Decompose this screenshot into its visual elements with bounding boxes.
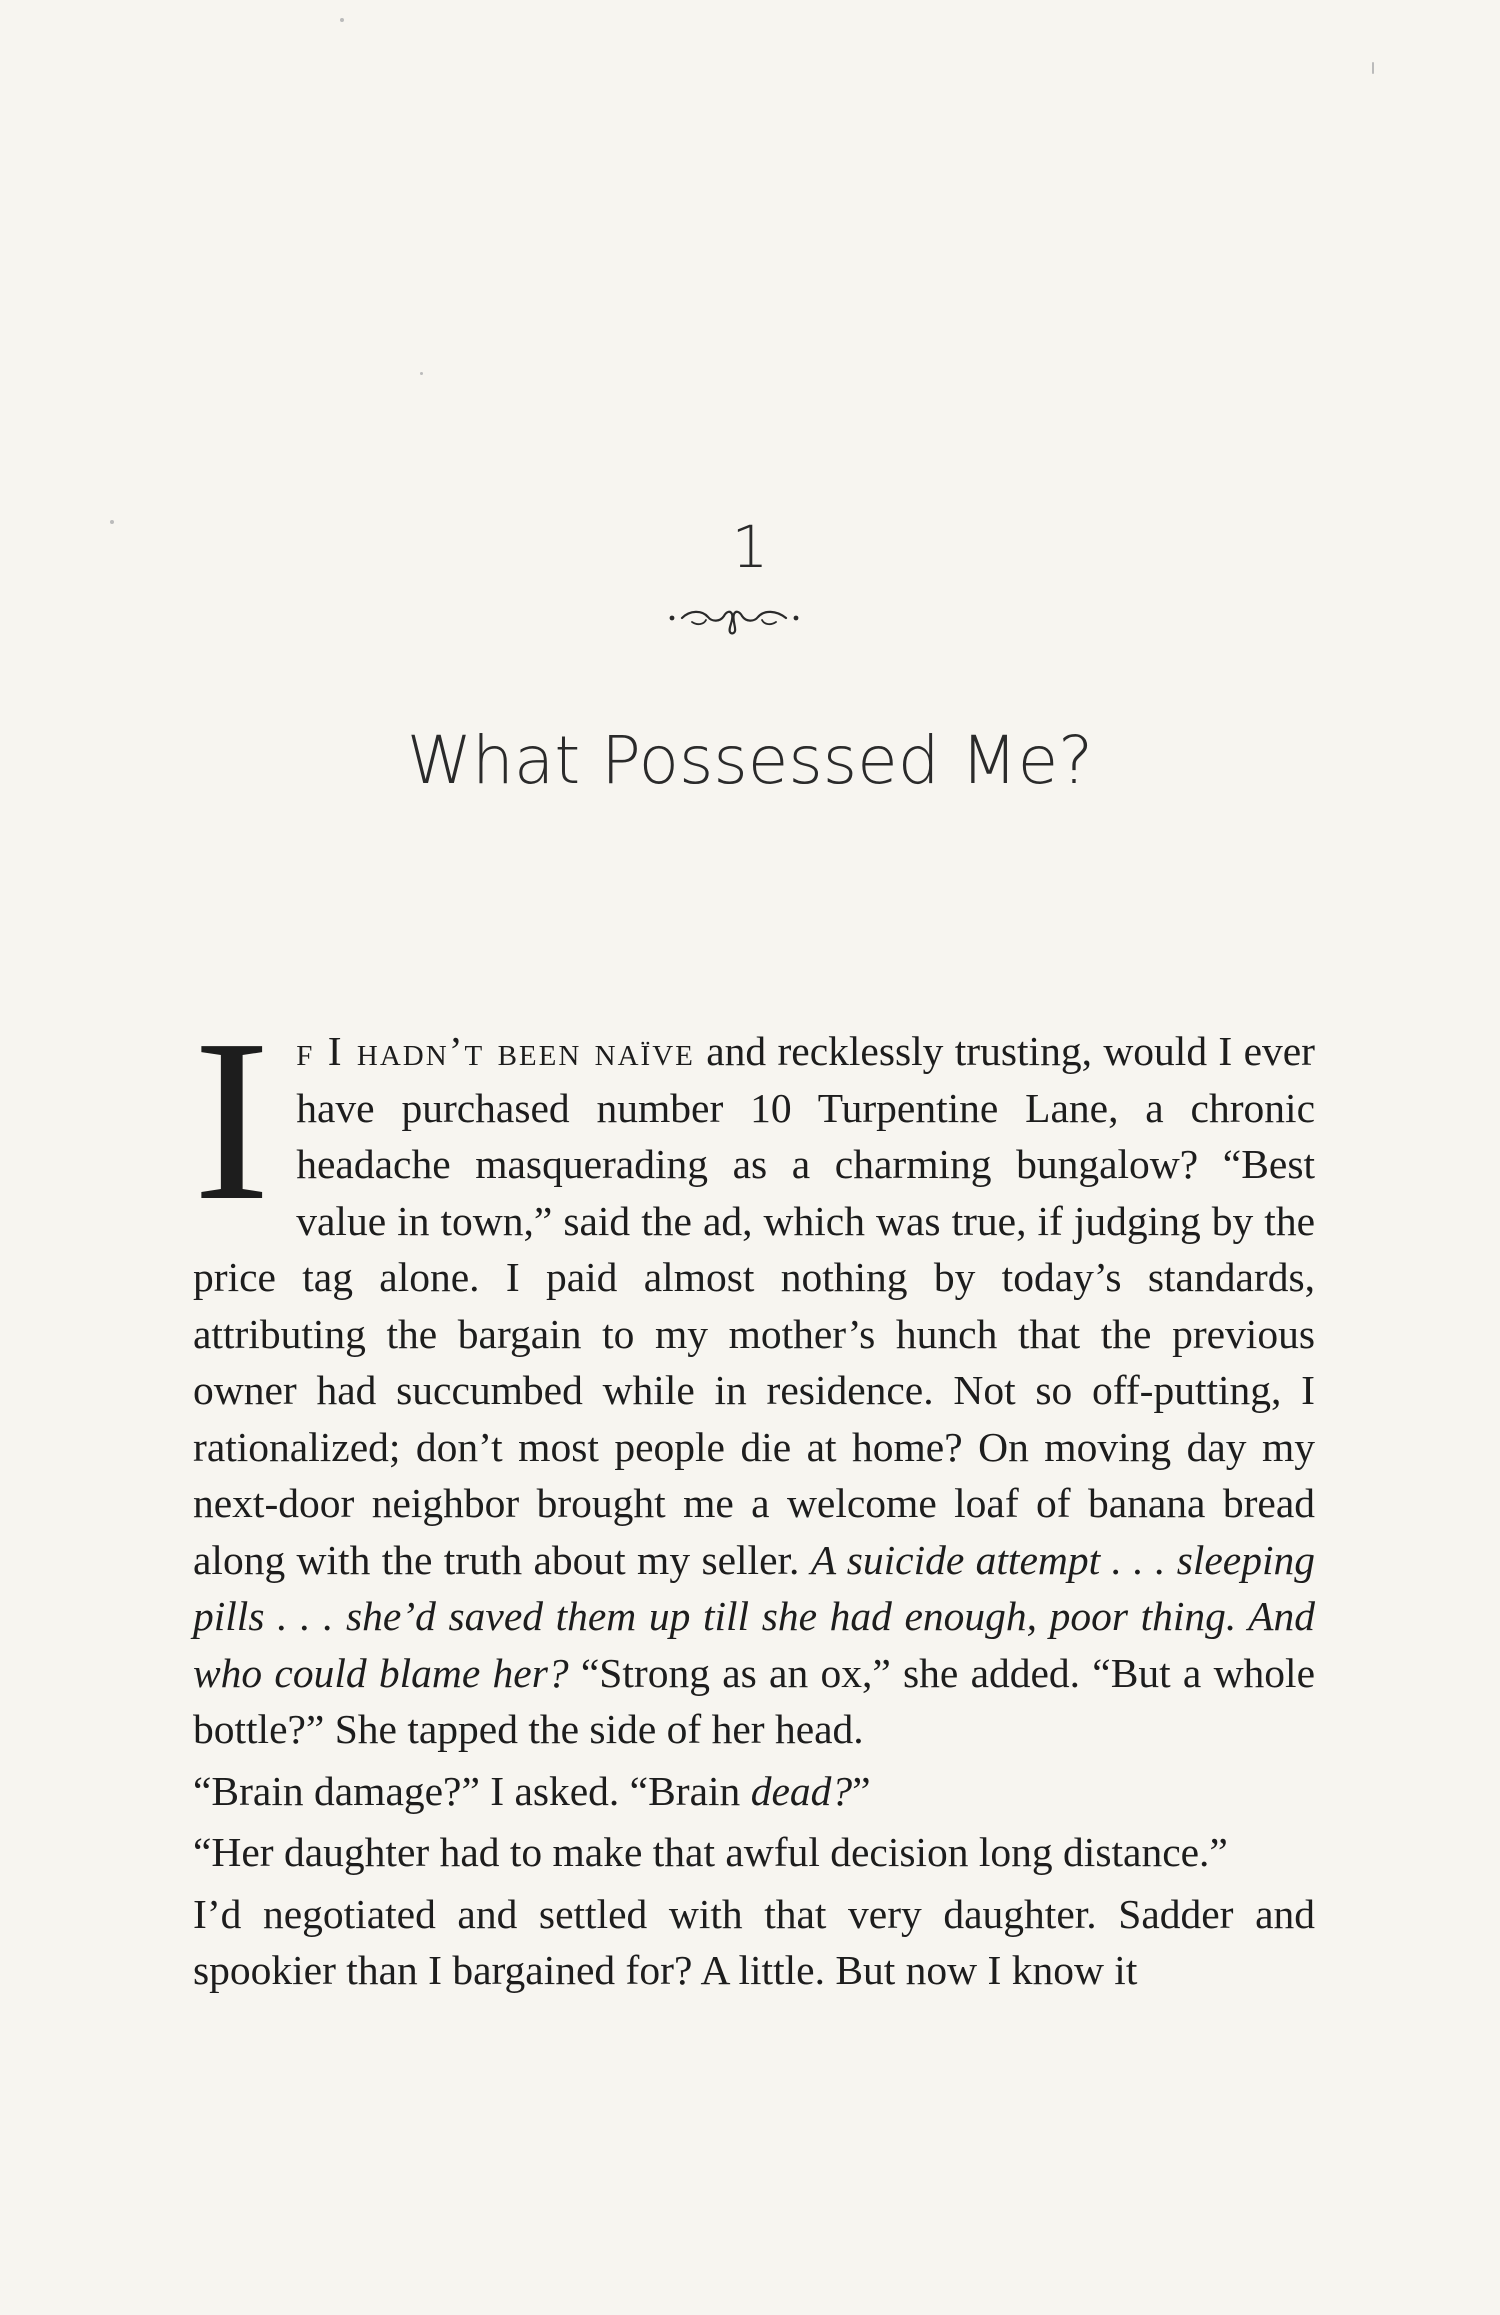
paragraph-1-text-a: and recklessly trusting, would I ever have purchased number 10 Turpentine Lane, a chronic headache masquerading as a charming bungalow? “Best value in town,” said the ad, which was true, if judging by the price tag alone. I paid almost nothing by today’s standards, attributing the bargain to my mother’s hunch that the previous owner had succumbed while in residence. Not so off-putting, I rationalized; don’t most people die at home? On moving day my next-door neighbor brought me a welcome loaf of banana bread along with the truth about my seller.	[193, 1028, 1316, 1583]
drop-cap: I	[193, 992, 271, 1249]
paragraph-1	[193, 992, 1316, 1758]
paragraph-3: “Her daughter had to make that awful decision long distance.”	[193, 1829, 1228, 1875]
paragraph-2	[193, 1763, 1315, 1820]
scan-speck	[1372, 62, 1374, 74]
paragraph-1-italic: A suicide attempt . . . sleeping pills . . . she’d saved them up till she had enough, poor thing. And who could blame her?	[193, 1536, 1315, 1696]
body-text	[193, 992, 1316, 1999]
paragraph-4: I’d negotiated and settled with that very daughter. Sadder and spookier than I bargained for? A little. But now I know it	[193, 1890, 1315, 1993]
chapter-number: 1	[731, 513, 769, 581]
paragraph-2-text-a: “Brain damage?” I asked. “Brain	[193, 1767, 751, 1814]
paragraph-2-italic: dead?	[750, 1767, 853, 1814]
scan-speck	[420, 372, 423, 375]
lead-in-small-caps: f I hadn’t been naïve	[296, 1028, 695, 1074]
flourish-ornament-icon	[668, 600, 800, 636]
scan-speck	[110, 520, 114, 524]
scan-speck	[340, 18, 344, 22]
paragraph-1-text-b: “Strong as an ox,” she added. “But a whole bottle?” She tapped the side of her head.	[193, 1649, 1316, 1752]
paragraph-2-text-b: ”	[852, 1767, 871, 1814]
chapter-title: What Possessed Me?	[406, 722, 1094, 799]
